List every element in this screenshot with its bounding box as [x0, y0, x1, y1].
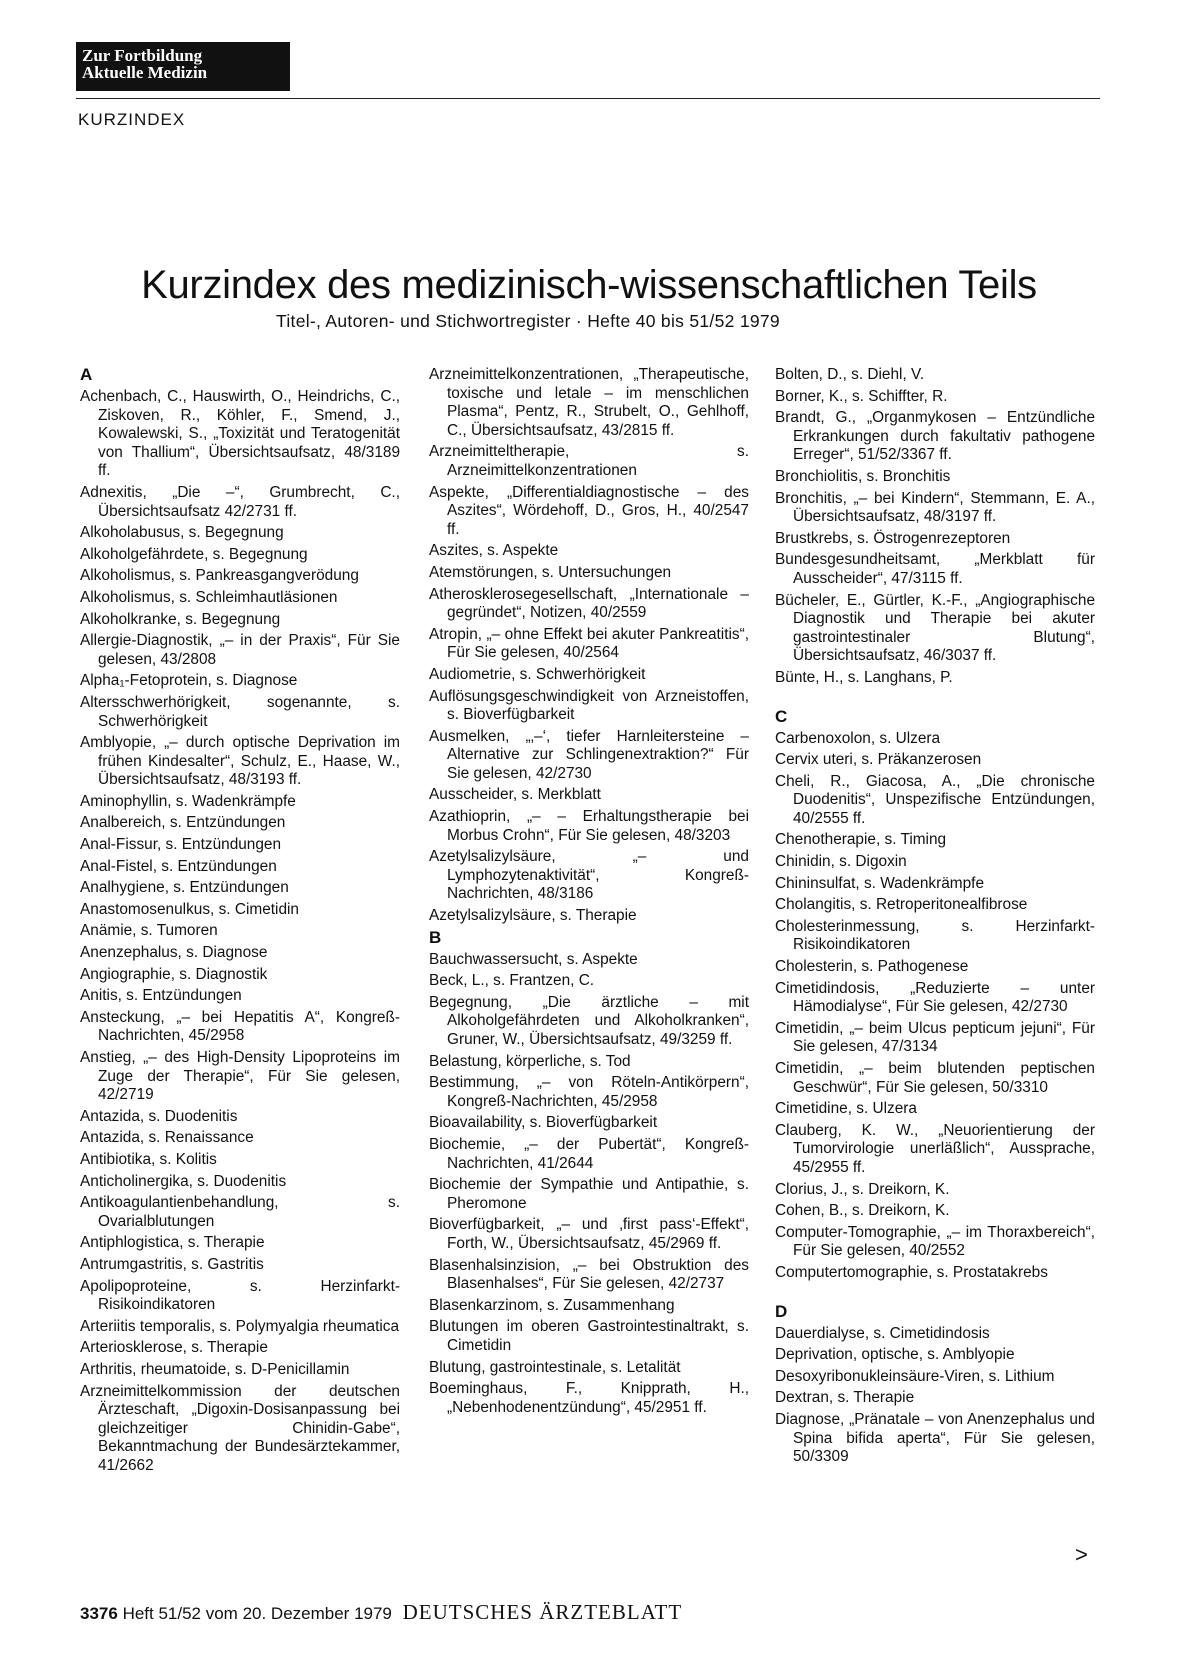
index-entry: Azathioprin, „– – Erhaltungstherapie bei Morbus Crohn“, Für Sie gelesen, 48/3203: [429, 808, 749, 844]
index-entry: Aspekte, „Differentialdiagnostische – des Aszites“, Wördehoff, D., Gros, H., 40/2547 ff.: [429, 483, 749, 538]
index-entry: Alkoholismus, s. Schleimhautläsionen: [80, 588, 338, 606]
index-entry: Bestimmung, „– von Röteln-Antikörpern“, Kongreß-Nachrichten, 45/2958: [429, 1074, 749, 1110]
badge-line-2: Aktuelle Medizin: [82, 63, 208, 82]
header-rule: [76, 98, 1100, 99]
index-entry: Desoxyribonukleinsäure-Viren, s. Lithium: [775, 1367, 1055, 1385]
index-entry: Chenotherapie, s. Timing: [775, 831, 947, 849]
section-badge: [76, 42, 290, 91]
index-entry: Blasenkarzinom, s. Zusammenhang: [429, 1296, 675, 1314]
index-entry: Alkoholgefährdete, s. Begegnung: [80, 545, 308, 563]
index-entry: Arzneimitteltherapie, s. Arzneimittelkonzentrationen: [429, 443, 749, 479]
page-title: Kurzindex des medizinisch-wissenschaftlichen Teils: [141, 262, 1037, 307]
index-entry: Anitis, s. Entzündungen: [80, 987, 242, 1005]
page-footer: [80, 1600, 682, 1625]
index-entry: Borner, K., s. Schiffter, R.: [775, 387, 948, 405]
index-entry: Antazida, s. Duodenitis: [80, 1107, 238, 1125]
index-entry: Bücheler, E., Gürtler, K.-F., „Angiographische Diagnostik und Therapie bei akuter gastrointestinaler Blutung“, Übersichtsaufsatz, 46/3037 ff.: [775, 591, 1095, 665]
index-entry: Anstieg, „– des High-Density Lipoproteins im Zuge der Therapie“, Für Sie gelesen, 42/2719: [80, 1049, 400, 1104]
index-entry: Azetylsalizylsäure, „– und Lymphozytenaktivität“, Kongreß-Nachrichten, 48/3186: [429, 848, 749, 903]
index-entry: Alkoholkranke, s. Begegnung: [80, 610, 281, 628]
index-entry: Computertomographie, s. Prostatakrebs: [775, 1263, 1048, 1281]
index-entry: Arthritis, rheumatoide, s. D-Penicillamin: [80, 1360, 350, 1378]
index-entry: Deprivation, optische, s. Amblyopie: [775, 1346, 1015, 1364]
index-entry: Bioverfügbarkeit, „– und ‚first pass‘-Effekt“, Forth, W., Übersichtsaufsatz, 45/2969 ff.: [429, 1216, 749, 1252]
index-entry: Atherosklerosegesellschaft, „Internationale – gegründet“, Notizen, 40/2559: [429, 585, 749, 622]
index-entry: Antazida, s. Renaissance: [80, 1129, 254, 1147]
index-entry: Anal-Fistel, s. Entzündungen: [80, 857, 277, 875]
index-entry: Arteriitis temporalis, s. Polymyalgia rheumatica: [80, 1317, 400, 1335]
index-column-3: [775, 366, 1095, 1470]
index-entry: Blutungen im oberen Gastrointestinaltrakt, s. Cimetidin: [429, 1318, 749, 1354]
index-entry: Bioavailability, s. Bioverfügbarkeit: [429, 1114, 658, 1132]
index-entry: Apolipoproteine, s. Herzinfarkt-Risikoindikatoren: [80, 1277, 400, 1314]
index-entry: Bundesgesundheitsamt, „Merkblatt für Ausscheider“, 47/3115 ff.: [775, 551, 1095, 587]
index-entry: Biochemie, „– der Pubertät“, Kongreß-Nachrichten, 41/2644: [429, 1135, 749, 1172]
index-entry: Auflösungsgeschwindigkeit von Arzneistoffen, s. Bioverfügbarkeit: [429, 687, 749, 724]
index-entry: Alkoholabusus, s. Begegnung: [80, 524, 284, 542]
index-entry: Cheli, R., Giacosa, A., „Die chronische Duodenitis“, Unspezifische Entzündungen, 40/2555 ff.: [775, 772, 1095, 827]
index-entry: Bronchiolitis, s. Bronchitis: [775, 467, 951, 485]
index-entry: Allergie-Diagnostik, „– in der Praxis“, Für Sie gelesen, 43/2808: [80, 632, 400, 668]
index-entry: Altersschwerhörigkeit, sogenannte, s. Schwerhörigkeit: [80, 693, 400, 730]
index-entry: Computer-Tomographie, „– im Thoraxbereich“, Für Sie gelesen, 40/2552: [775, 1223, 1095, 1260]
index-entry: Carbenoxolon, s. Ulzera: [775, 729, 941, 747]
index-entry: Dextran, s. Therapie: [775, 1389, 915, 1407]
index-entry: Cimetidin, „– beim blutenden peptischen Geschwür“, Für Sie gelesen, 50/3310: [775, 1060, 1095, 1096]
index-entry: Audiometrie, s. Schwerhörigkeit: [429, 665, 646, 683]
index-entry: Blasenhalsinzision, „– bei Obstruktion des Blasenhalses“, Für Sie gelesen, 42/2737: [429, 1256, 749, 1293]
index-entry: Cimetidin, „– beim Ulcus pepticum jejuni“, Für Sie gelesen, 47/3134: [775, 1019, 1095, 1056]
index-entry: Blutung, gastrointestinale, s. Letalität: [429, 1358, 681, 1376]
index-entry: Anenzephalus, s. Diagnose: [80, 944, 268, 962]
index-entry: Ansteckung, „– bei Hepatitis A“, Kongreß-Nachrichten, 45/2958: [80, 1008, 400, 1045]
letter-heading: A: [80, 365, 93, 384]
index-entry: Chininsulfat, s. Wadenkrämpfe: [775, 874, 985, 892]
index-entry: Antikoagulantienbehandlung, s. Ovarialblutungen: [80, 1194, 400, 1230]
index-entry: Dauerdialyse, s. Cimetidindosis: [775, 1324, 990, 1342]
index-entry: Anticholinergika, s. Duodenitis: [80, 1172, 287, 1190]
page-number: 3376: [80, 1604, 118, 1623]
index-entry: Biochemie der Sympathie und Antipathie, s. Pheromone: [429, 1176, 749, 1212]
index-entry: Bolten, D., s. Diehl, V.: [775, 366, 925, 383]
index-entry: Cimetidine, s. Ulzera: [775, 1100, 917, 1118]
index-entry: Cimetidindosis, „Reduzierte – unter Hämodialyse“, Für Sie gelesen, 42/2730: [775, 979, 1095, 1016]
index-entry: Clauberg, K. W., „Neuorientierung der Tumorvirologie unerläßlich“, Aussprache, 45/2955 ff.: [775, 1121, 1095, 1176]
index-entry: Atropin, „– ohne Effekt bei akuter Pankreatitis“, Für Sie gelesen, 40/2564: [429, 625, 749, 662]
index-entry: Antibiotika, s. Kolitis: [80, 1150, 217, 1168]
index-entry: Brandt, G., „Organmykosen – Entzündliche Erkrankungen durch fakultativ pathogene Erreger“, 51/52/3367 ff.: [775, 409, 1095, 464]
index-entry: Achenbach, C., Hauswirth, O., Heindrichs, C., Ziskoven, R., Köhler, F., Smend, J., Kowalewski, S., „Toxizität und Teratogenität von Thallium“, Übersichtsaufsatz, 48/3189 ff.: [80, 388, 400, 480]
index-entry: Bünte, H., s. Langhans, P.: [775, 668, 953, 686]
index-entry: Anämie, s. Tumoren: [80, 922, 218, 940]
index-entry: Antiphlogistica, s. Therapie: [80, 1234, 265, 1252]
index-entry: Cholangitis, s. Retroperitonealfibrose: [775, 896, 1028, 914]
index-column-2: [429, 366, 749, 1420]
index-entry: Anastomosenulkus, s. Cimetidin: [80, 900, 299, 918]
index-entry: Angiographie, s. Diagnostik: [80, 965, 268, 983]
index-entry: Cholesterinmessung, s. Herzinfarkt-Risikoindikatoren: [775, 917, 1095, 954]
journal-name: DEUTSCHES ÄRZTEBLATT: [402, 1600, 683, 1624]
index-entry: Clorius, J., s. Dreikorn, K.: [775, 1180, 950, 1198]
index-column-1: [80, 366, 400, 1478]
letter-heading: D: [775, 1301, 788, 1321]
index-entry: Chinidin, s. Digoxin: [775, 853, 907, 871]
index-entry: Cholesterin, s. Pathogenese: [775, 958, 969, 976]
index-entry: Cervix uteri, s. Präkanzerosen: [775, 751, 982, 769]
index-entry: Anal-Fissur, s. Entzündungen: [80, 836, 282, 854]
index-entry: Boeminghaus, F., Knipprath, H., „Nebenhodenentzündung“, 45/2951 ff.: [429, 1380, 749, 1416]
index-entry: Bronchitis, „– bei Kindern“, Stemmann, E. A., Übersichtsaufsatz, 48/3197 ff.: [775, 489, 1095, 526]
section-label: KURZINDEX: [78, 110, 186, 129]
index-entry: Arzneimittelkonzentrationen, „Therapeutische, toxische und letale – im menschlichen Plasma“, Pentz, R., Strubelt, O., Gehlhoff, C., Übersichtsaufsatz, 43/2815 ff.: [429, 366, 749, 439]
index-entry: Adnexitis, „Die –“, Grumbrecht, C., Übersichtsaufsatz 42/2731 ff.: [80, 483, 400, 520]
index-entry: Alkoholismus, s. Pankreasgangverödung: [80, 567, 359, 585]
letter-heading: B: [429, 927, 442, 947]
index-entry: Azetylsalizylsäure, s. Therapie: [429, 907, 637, 925]
page-subtitle: Titel-, Autoren- und Stichwortregister · Hefte 40 bis 51/52 1979: [276, 311, 780, 331]
badge-line-1: Zur Fortbildung: [82, 46, 203, 65]
index-entry: Ausmelken, „‚–‘, tiefer Harnleitersteine – Alternative zur Schlingenextraktion?“ Für Sie gelesen, 42/2730: [429, 727, 749, 782]
index-entry: Analhygiene, s. Entzündungen: [80, 879, 289, 897]
index-entry: Atemstörungen, s. Untersuchungen: [429, 563, 672, 581]
index-entry: Brustkrebs, s. Östrogenrezeptoren: [775, 529, 1011, 547]
index-entry: Aminophyllin, s. Wadenkrämpfe: [80, 792, 296, 810]
index-entry: Amblyopie, „– durch optische Deprivation im frühen Kindesalter“, Schulz, E., Haase, W., Übersichtsaufsatz, 48/3193 ff.: [80, 734, 400, 789]
index-entry: Aszites, s. Aspekte: [429, 542, 559, 560]
index-entry: Bauchwassersucht, s. Aspekte: [429, 950, 638, 968]
index-entry: Diagnose, „Pränatale – von Anenzephalus und Spina bifida aperta“, Für Sie gelesen, 50/3309: [775, 1410, 1095, 1466]
index-entry: Analbereich, s. Entzündungen: [80, 814, 286, 832]
index-entry: Belastung, körperliche, s. Tod: [429, 1052, 631, 1070]
index-entry: Alpha₁-Fetoprotein, s. Diagnose: [80, 672, 298, 690]
index-entry: Arteriosklerose, s. Therapie: [80, 1339, 268, 1357]
index-entry: Beck, L., s. Frantzen, C.: [429, 972, 595, 990]
index-entry: Antrumgastritis, s. Gastritis: [80, 1255, 264, 1273]
issue-info: Heft 51/52 vom 20. Dezember 1979: [122, 1604, 392, 1623]
index-entry: Arzneimittelkommission der deutschen Ärzteschaft, „Digoxin-Dosisanpassung bei gleichzeitiger Chinidin-Gabe“, Bekanntmachung der Bundesärztekammer, 41/2662: [80, 1382, 400, 1474]
index-entry: Cohen, B., s. Dreikorn, K.: [775, 1202, 950, 1220]
letter-heading: C: [775, 706, 788, 726]
index-entry: Begegnung, „Die ärztliche – mit Alkoholgefährdeten und Alkoholkranken“, Gruner, W., Übersichtsaufsatz, 49/3259 ff.: [429, 993, 749, 1048]
continued-marker: >: [1075, 1542, 1088, 1567]
index-entry: Ausscheider, s. Merkblatt: [429, 786, 601, 804]
